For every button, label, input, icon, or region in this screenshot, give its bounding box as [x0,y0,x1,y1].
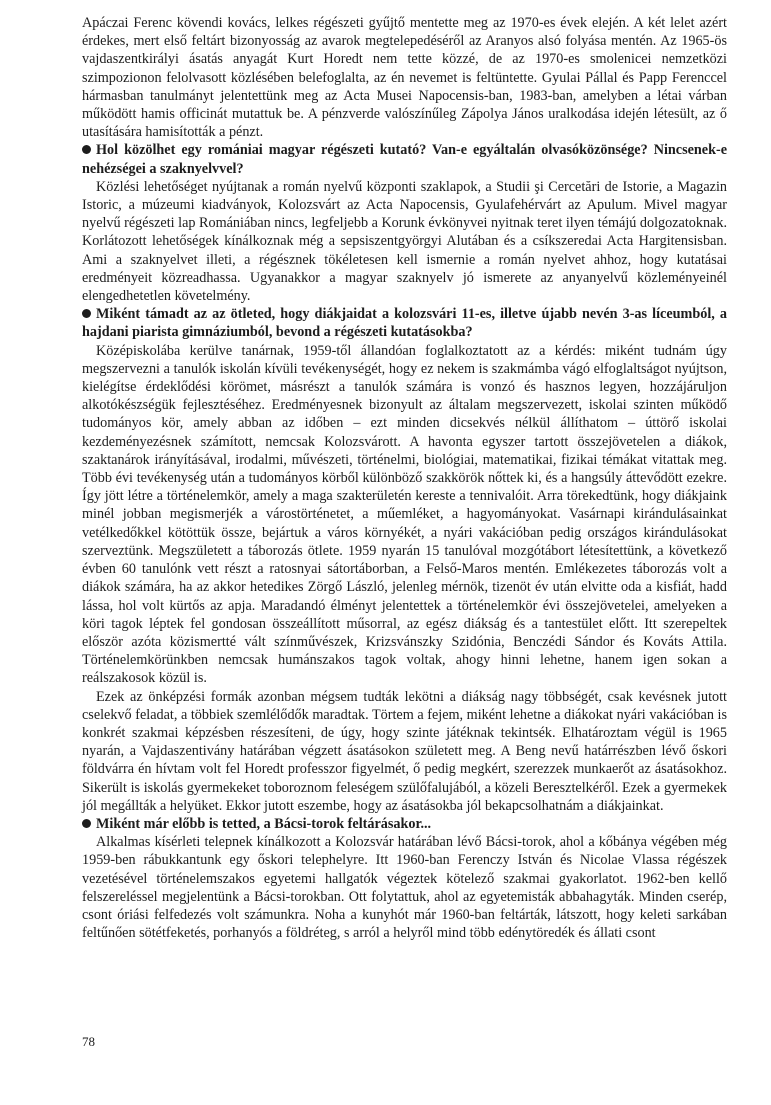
question-1-text: Hol közölhet egy romániai magyar régészeti kutató? Van-e egyáltalán olvasóközönsége? Nincsenek-e nehézségei a szaknyelvvel? [82,142,727,177]
bullet-icon [82,145,91,154]
question-3-text: Miként már előbb is tetted, a Bácsi-torok feltárásakor... [96,815,432,832]
question-2-text: Miként támadt az az ötleted, hogy diákjaidat a kolozsvári 11-es, illetve újabb nevén 3-as líceumból, a hajdani piarista gimnáziumból, bevond a régészeti kutatásokba? [82,306,727,341]
paragraph-3: Középiskolába kerülve tanárnak, 1959-től állandóan foglalkoztatott az a kérdés: miként tudnám úgy megszervezni a tanulók iskolán kívüli tevékenységét, hogy ez nekem is szakmámba vágó elfoglaltságot nyújtson, kielégítse érdeklődési körömet, másrészt a tanulók számára is vonzó és hasznos legyen, hozzájáruljon alkotókészségük fejlesztéséhez. Eredményesnek bizonyult az általam megszervezett, iskolai szinten működő tudományos kör, amely abban az időben – ezt minden dicsekvés nélkül állíthatom – úttörő iskolai kezdeményezésnek számított, nemcsak Kolozsvárott. A havonta egyszer tartott összejövetelen a diákok, szaktanárok irányításával, irodalmi, művészeti, történelmi, biológiai, matematikai, fizikai témákat vitattak meg. Több évi tevékenység után a tudományos körből különböző szakkörök nőttek ki, és a hangsúly áttevődött ezekre. Így jött létre a történelemkör, amely a maga szakterületén kereste a tennivalóit. Arra törekedtünk, hogy diákjaink minél jobban megismerjék a várostörténetet, a műemléket, a hagyományokat. Vasárnapi kirándulásainkat vetélkedőkkel kötöttük össze, bejártuk a város környékét, a nyári vakációban pedig országos kirándulásokat szerveztünk. Megszületett a táborozás ötlete. 1959 nyarán 15 tanulóval mozgótábort létesítettünk, a következő évben 60 tanulónk vett részt a ratosnyai sátortáborban, a Felső-Maros mentén. Emlékezetes táborozás volt a diákok számára, ha az akkor hetedikes Zörgő László, jelenleg mérnök, tizenöt év után elvitte oda a kisfiát, hadd lássa, hol volt kürtős az apja. Maradandó élményt jelentettek a történelemkör évi összejövetelei, amelyeken a köri tagok léptek fel gondosan összeállított műsorral, az egész diákság és a tantestület előtt. Itt szerepeltek először azóta közismertté vált színművészek, Krizsvánszky Szidónia, Benczédi Sándor és Kováts Attila. Történelemkörünkben nemcsak humánszakos tagok voltak, ahogy hinni lehetne, hanem igen sokan a reálszakosok közül is. [82,342,727,687]
paragraph-5: Alkalmas kísérleti telepnek kínálkozott a Kolozsvár határában lévő Bácsi-torok, ahol a kőbánya végében még 1959-ben rábukkantunk egy őskori telephelyre. Itt 1960-ban Ferenczy István és Nicolae Vlassa régészek vezetésével történelemszakos egyetemi hallgatók végeztek kötelező szakmai gyakorlatot. 1962-ben kellő felszereléssel megjelentünk a Bácsi-torokban. Ott folytattuk, ahol az egyetemisták abbahagyták. Minden cserép, csont óriási felfedezés volt számunkra. Noha a kunyhót már 1960-ban feltárták, látszott, hogy keleti sarkában feltűnően sötétfeketés, porhanyós a földréteg, s arról a helyről mind több edénytöredék és állati csont [82,834,727,942]
question-3 [82,815,727,833]
paragraph-2: Közlési lehetőséget nyújtanak a román nyelvű központi szaklapok, a Studii şi Cercetări de Istorie, a Magazin Istoric, a múzeumi kiadványok, Kolozsvárt az Acta Napocensis, Gyulafehérvárt az Apulum. Mivel magyar nyelvű régészeti lap Romániában nincs, legfeljebb a Korunk évkönyvei nyitnak teret ilyen témájú dolgozatoknak. Korlátozott lehetőségek kínálkoznak még a sepsiszentgyörgyi Alutában és a csíkszeredai Acta Hargitensisban. Ami a szaknyelvet illeti, a régésznek tökéletesen kell ismernie a román nyelvet ahhoz, hogy kutatásai eredményeit közreadhassa. Ugyanakkor a magyar szaknyelv jó ismerete az anyanyelvű közleményeinél elengedhetetlen követelmény. [82,178,727,305]
question-1 [82,141,727,177]
paragraph-1: Apáczai Ferenc kövendi kovács, lelkes régészeti gyűjtő mentette meg az 1970-es évek elején. A két lelet azért érdekes, mert első feltárt bizonyosság az avarok megtelepedéséről az Aranyos alsó folyása mentén. Az 1965-ös vajdaszentkirályi ásatás anyagát Kurt Horedt nem tette közzé, de az 1970-es smolenicei nemzetközi szimpozionon felolvasott közlésében belefoglalta, az én nevemet is feltüntette. Gyulai Pállal és Papp Ferenccel hármasban tanulmányt jelentettünk meg az Acta Musei Napocensis-ban, 1983-ban, amelyben a létai várban működött hamis officinát mutattuk be. A pénzverde valószínűleg Zápolya János uralkodása idején létesült, az ő utasítására hamisították a pénzt. [82,15,727,141]
page-number: 78 [82,1034,95,1049]
paragraph-4: Ezek az önképzési formák azonban mégsem tudták lekötni a diákság nagy többségét, csak kevésnek jutott cselekvő feladat, a többiek szemlélődők maradtak. Törtem a fejem, miként lehetne a diákokat nyári vakációban is konkrét szakmai képzésben részesíteni, de úgy, hogy szinte játéknak tekintsék. Elhatároztam végül is 1965 nyarán, a Vajdaszentivány határában végzett ásatásokon született meg. A Beng nevű határrészben lévő őskori földvárra én hívtam volt fel Horedt professzor figyelmét, ő pedig megkért, szerezzek munkaerőt az ásatásokhoz. Sikerült is iskolás gyermekeket toboroznom feleségem szülőfalujából, a közeli Beresztelkéről. Ezek a gyermekek jól megállták a helyüket. Ekkor jutott eszembe, hogy az ásatásokba jól bekapcsolhatnám a diákjainkat. [82,688,727,814]
text-block [82,14,727,942]
question-2 [82,305,727,341]
bullet-icon [82,819,91,828]
bullet-icon [82,309,91,318]
